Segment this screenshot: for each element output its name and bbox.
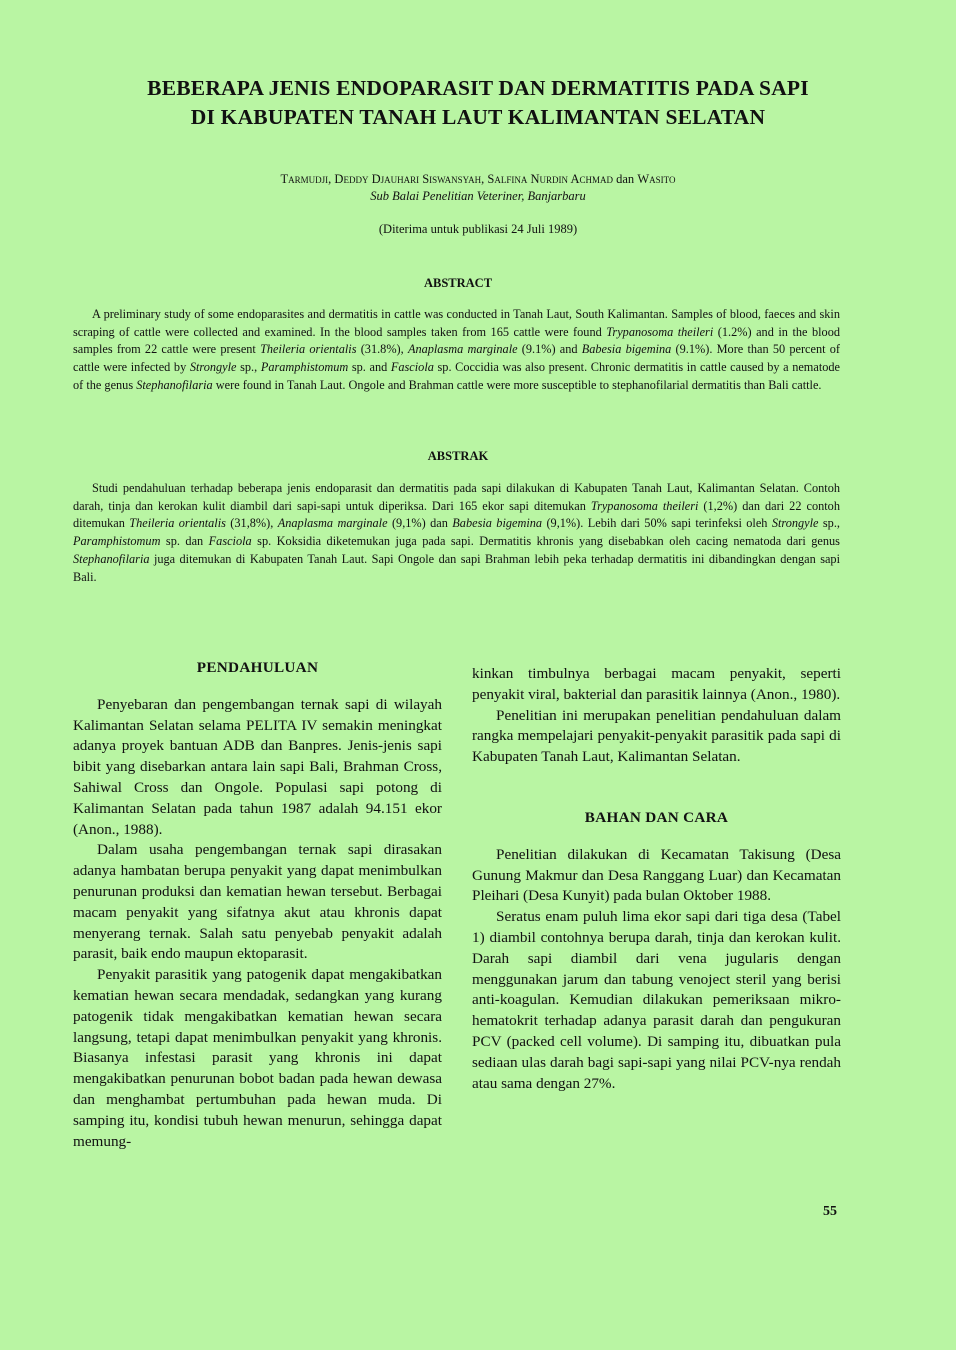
abstrak-heading: ABSTRAK (427, 449, 489, 463)
taxon-name: Trypanosoma theileri (590, 498, 699, 513)
pendahuluan-paragraph-2: Dalam usaha pengembangan ternak sapi dirasakan adanya hambatan berupa penyakit yang dapat menimbulkan penurunan produksi dan kematian hewan tersebut. Berbagai macam penyakit yang sifatnya akut atau khronis dapat menyerang ternak. Salah satu penyebab penyakit adalah parasit, baik endo maupun ektoparasit. (73, 841, 442, 963)
abstract-text: (1.2%) and in the blood samples from 22 cattle were present (73, 324, 840, 357)
abstract-text: (9,1%). Lebih dari 50% sapi terinfeksi oleh (542, 516, 772, 531)
title-line-2: DI KABUPATEN TANAH LAUT KALIMANTAN SELATAN (190, 105, 766, 129)
taxon-name: Theileria orientalis (260, 342, 357, 357)
abstract-text: (31,8%), (225, 516, 278, 531)
pendahuluan-heading: PENDAHULUAN (196, 659, 319, 676)
abstract-text: sp. Coccidia was also present. Chronic dermatitis in cattle caused by a nematode of the genus (73, 360, 840, 392)
abstrak-body (73, 480, 840, 586)
abstract-text: sp., (236, 360, 261, 375)
taxon-name: Stephanofilaria (73, 551, 150, 566)
received-date: (Diterima untuk publikasi 24 Juli 1989) (378, 222, 578, 236)
author-last: Wasito (637, 172, 676, 186)
abstract-text: juga ditemukan di Kabupaten Tanah Laut. Sapi Ongole dan sapi Brahman lebih peka terhadap dermatitis ini dibandingkan dengan sapi Bali. (73, 551, 840, 584)
author-names (60, 171, 896, 188)
abstract-text: Studi pendahuluan terhadap beberapa jenis endoparasit dan dermatitis pada sapi dilakukan di Kabupaten Tanah Laut, Kalimantan Selatan. Contoh darah, tinja dan kerokan kulit diambil dari sapi-sapi untuk diperiksa. Dari 165 ekor sapi ditemukan (73, 481, 840, 513)
taxon-name: Stephanofilaria (136, 377, 213, 392)
author-institution: Sub Balai Penelitian Veteriner, Banjarbaru (370, 189, 586, 203)
abstract-text: sp. Koksidia diketemukan juga pada sapi. Dermatitis khronis yang disebabkan oleh cacing nematoda dari genus (251, 534, 840, 549)
abstract-text: (1,2%) dan dari 22 contoh ditemukan (73, 498, 840, 531)
page-number: 55 (823, 1204, 837, 1219)
abstract-text: (9.1%). More than 50 percent of cattle were infected by (73, 342, 840, 375)
taxon-name: Paramphistomum (73, 534, 161, 549)
bahan-paragraph-1: Penelitian dilakukan di Kecamatan Takisung (Desa Gunung Makmur dan Desa Ranggang Luar) dan Kecamatan Pleihari (Desa Kunyit) pada bulan Oktober 1988. (472, 845, 841, 905)
abstract-body (73, 306, 840, 395)
author-conjunction: dan (616, 172, 635, 186)
abstract-text: (9,1%) dan (387, 516, 453, 531)
taxon-name: Fasciola (208, 534, 252, 549)
taxon-name: Strongyle (189, 360, 237, 375)
taxon-name: Trypanosoma theileri (606, 324, 714, 339)
pendahuluan-paragraph-1: Penyebaran dan pengembangan ternak sapi di wilayah Kalimantan Selatan selama PELITA IV semakin meningkat adanya proyek bantuan ADB dan Banpres. Jenis-jenis sapi bibit yang disebarkan antara lain sapi Bali, Brahman Cross, Sahiwal Cross dan Ongole. Populasi sapi potong di Kalimantan Selatan pada tahun 1987 adalah 94.151 ekor (Anon., 1988). (73, 695, 442, 838)
taxon-name: Babesia bigemina (581, 342, 672, 357)
pendahuluan-paragraph-3: Penyakit parasitik yang patogenik dapat mengakibatkan kematian hewan secara mendadak, sedangkan yang kurang patogenik tidak mengakibatkan kematian hewan secara langsung, tetapi dapat menimbulkan penyakit yang khronis. Biasanya infestasi parasit yang khronis ini dapat mengakibatkan penurunan bobot badan pada hewan dewasa dan menghambat pertumbuhan pada hewan muda. Di samping itu, kondisi tubuh hewan menurun, sehingga dapat memung- (73, 966, 442, 1150)
title-line-1: BEBERAPA JENIS ENDOPARASIT DAN DERMATITIS PADA SAPI (147, 76, 809, 100)
author-list: Tarmudji, Deddy Djauhari Siswansyah, Salfina Nurdin Achmad (280, 172, 613, 186)
author-block (60, 171, 896, 205)
abstract-text: (9.1%) and (517, 342, 582, 357)
left-column (73, 658, 442, 1152)
abstract-text: A preliminary study of some endoparasites and dermatitis in cattle was conducted in Tanah Laut, South Kalimantan. Samples of blood, faeces and skin scraping of cattle were collected and examined. In the blood samples taken from 165 cattle were found (73, 307, 840, 339)
taxon-name: Babesia bigemina (452, 516, 543, 531)
abstract-text: (31.8%), (356, 342, 408, 357)
abstract-text: sp. dan (160, 534, 209, 549)
bahan-paragraph-2: Seratus enam puluh lima ekor sapi dari tiga desa (Tabel 1) diambil contohnya berupa darah, tinja dan kerokan kulit. Darah sapi diambil dari vena jugularis dengan menggunakan jarum dan tabung venoject steril yang berisi anti-koagulan. Kemudian dilakukan pemeriksaan mikro-hematokrit terhadap adanya parasit darah dan pengukuran PCV (packed cell volume). Di samping itu, dibuatkan pula sediaan ulas darah bagi sapi-sapi yang nilai PCV-nya rendah atau sama dengan 27%. (472, 908, 841, 1092)
article-title (60, 74, 896, 132)
abstract-heading: ABSTRACT (423, 276, 493, 290)
taxon-name: Paramphistomum (260, 360, 349, 375)
abstract-text: sp., (818, 516, 840, 531)
bahan-dan-cara-heading: BAHAN DAN CARA (584, 808, 729, 826)
taxon-name: Strongyle (771, 516, 819, 531)
taxon-name: Anaplasma marginale (277, 516, 388, 531)
taxon-name: Theileria orientalis (129, 516, 226, 531)
abstract-text: were found in Tanah Laut. Ongole and Brahman cattle were more susceptible to stephanofilarial dermatitis than Bali cattle. (212, 377, 822, 392)
taxon-name: Anaplasma marginale (407, 342, 518, 357)
taxon-name: Fasciola (390, 360, 434, 375)
pendahuluan-paragraph-3-cont: kinkan timbulnya berbagai macam penyakit, seperti penyakit viral, bakterial dan parasitik lainnya (Anon., 1980). (472, 665, 841, 703)
abstract-text: sp. and (348, 360, 391, 375)
right-column (472, 664, 841, 1094)
pendahuluan-paragraph-4: Penelitian ini merupakan penelitian pendahuluan dalam rangka mempelajari penyakit-penyakit parasitik pada sapi di Kabupaten Tanah Laut, Kalimantan Selatan. (472, 706, 841, 766)
